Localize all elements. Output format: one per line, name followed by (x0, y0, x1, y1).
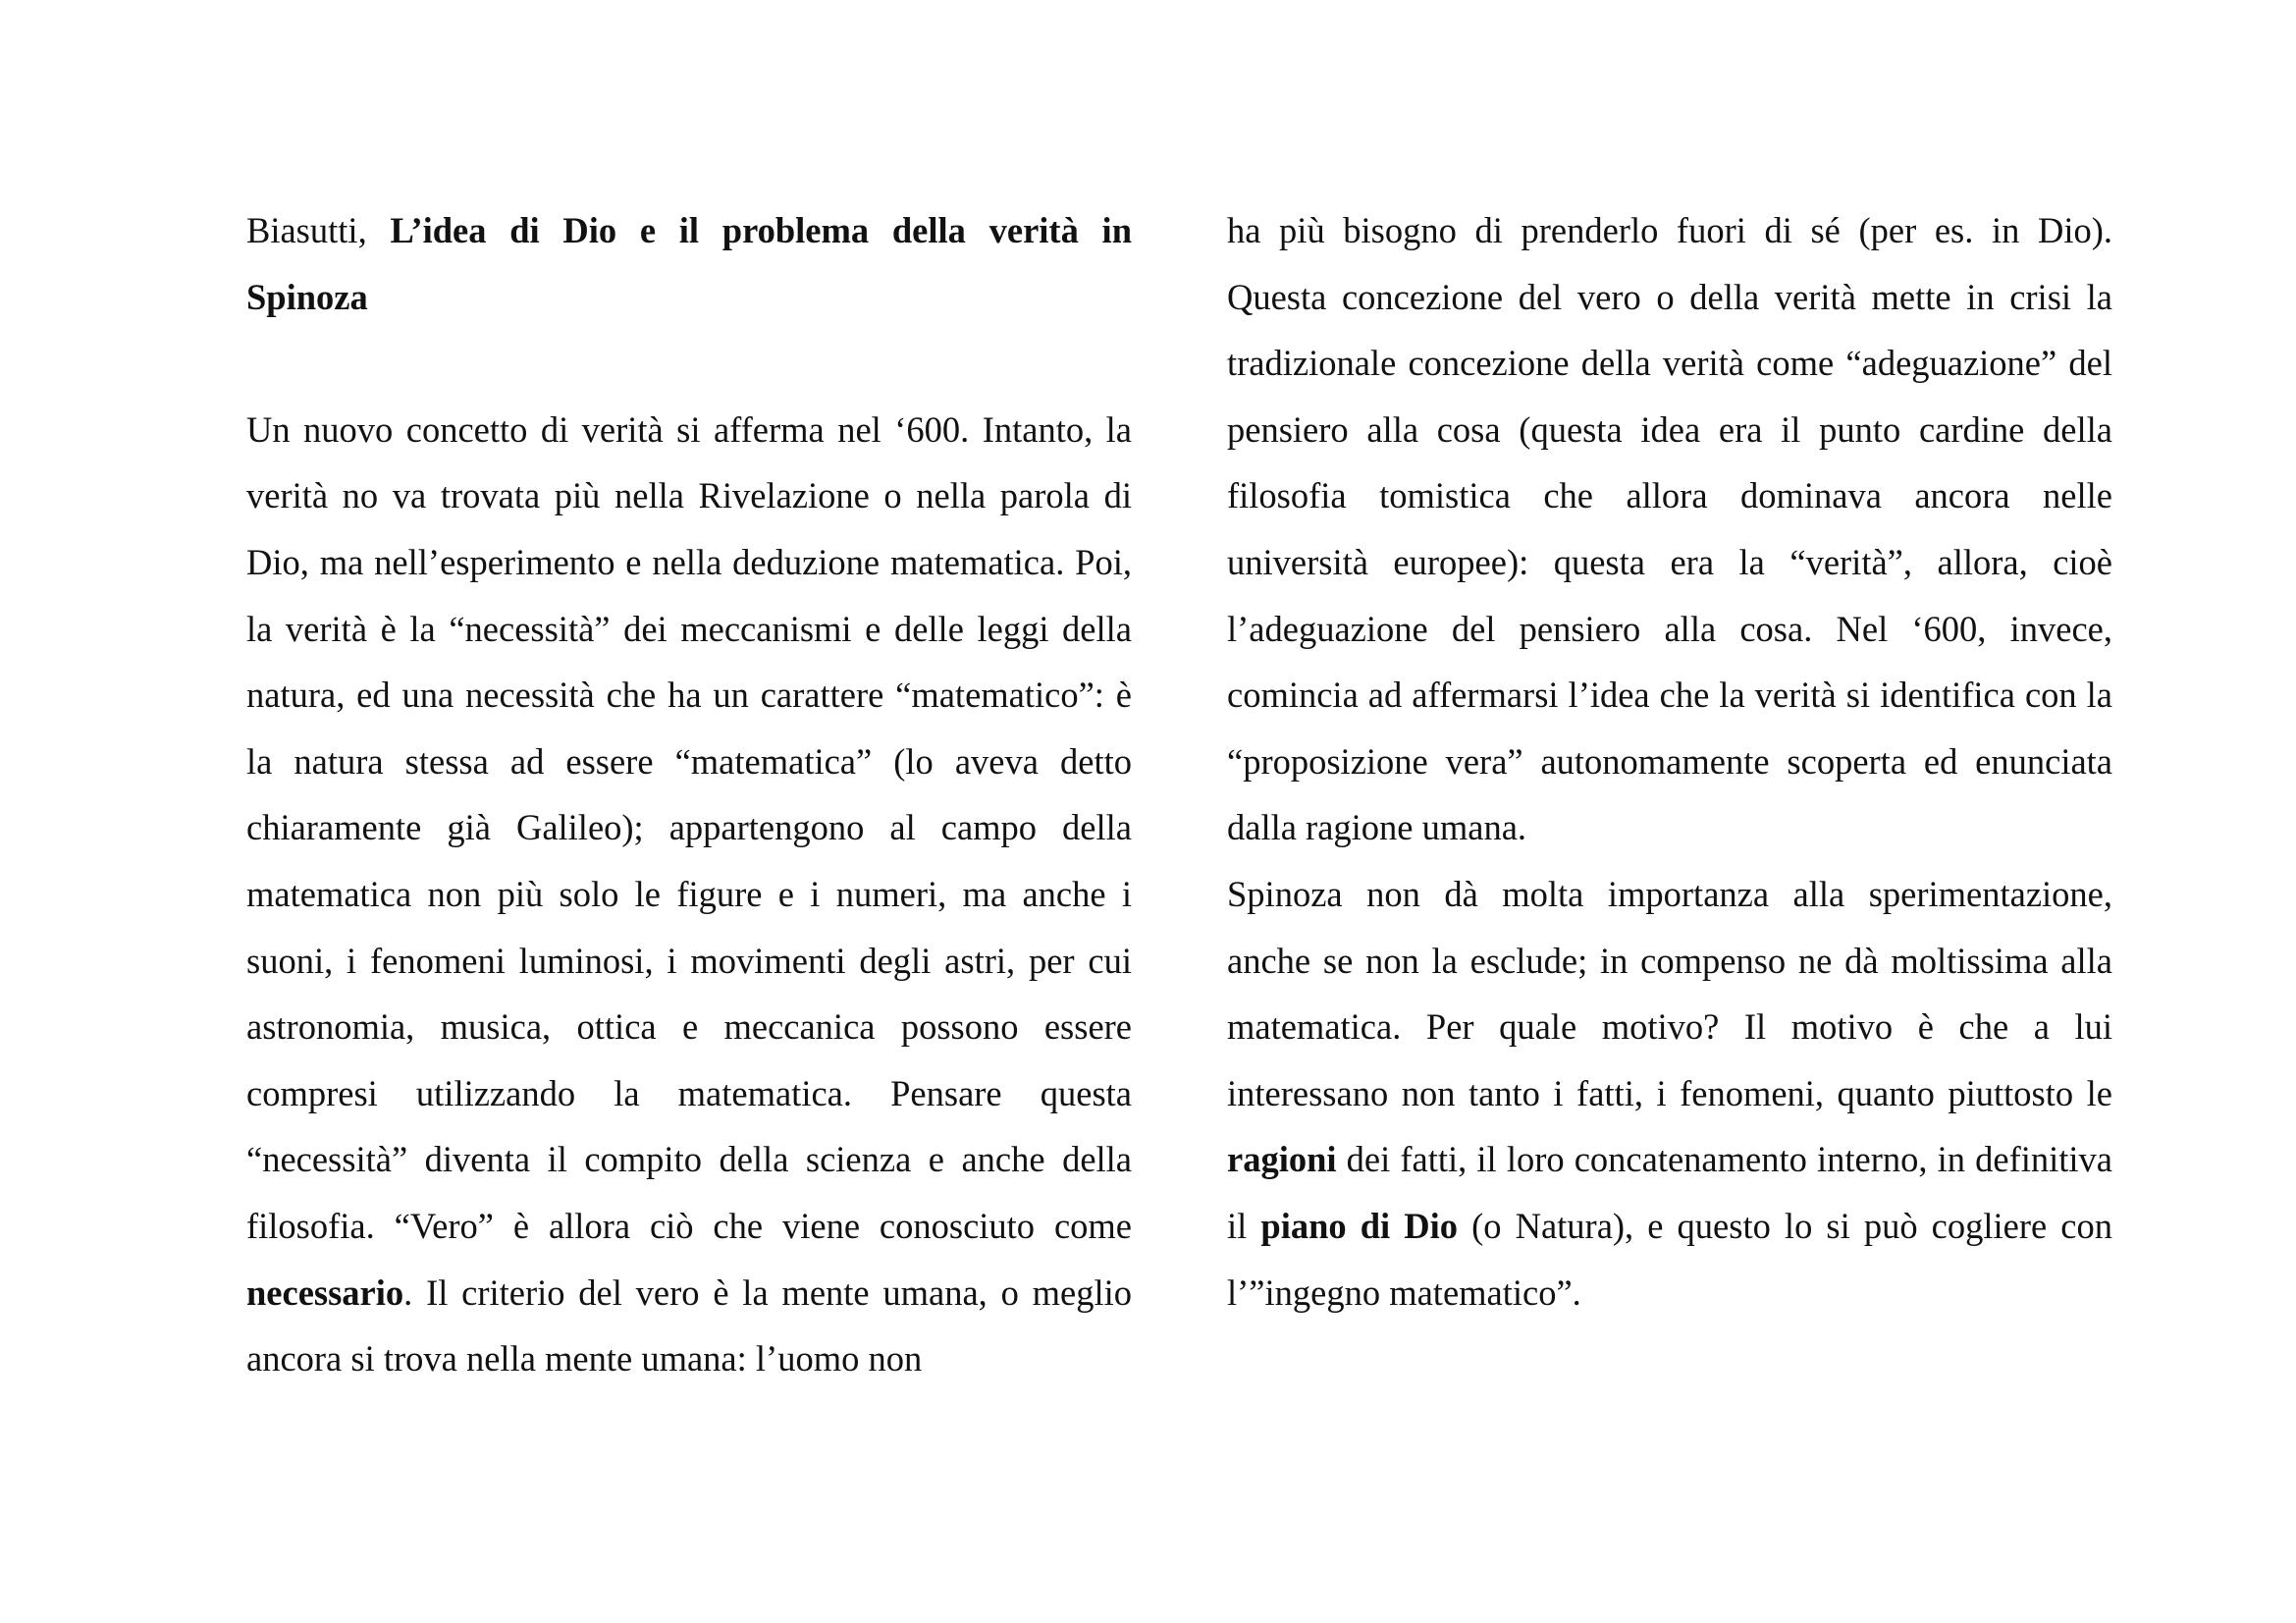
right-paragraph-2 (1227, 861, 2112, 1325)
right-paragraph-1 (1227, 197, 2112, 861)
left-paragraph-text-1: Un nuovo concetto di verità si afferma nel ‘600. Intanto, la verità no va trovata più nella Rivelazione o nella parola di Dio, ma nell’esperimento e nella deduzione matematica. Poi, la verità è la “necessità” dei meccanismi e delle leggi della natura, ed una necessità che ha un carattere “matematico”: è la natura stessa ad essere “matematica” (lo aveva detto chiaramente già Galileo); appartengono al campo della matematica non più solo le figure e i numeri, ma anche i suoni, i fenomeni luminosi, i movimenti degli astri, per cui astronomia, musica, ottica e meccanica possono essere compresi utilizzando la matematica. Pensare questa “necessità” diventa il compito della scienza e anche della filosofia. “Vero” è allora ciò che viene conosciuto come (246, 408, 1132, 1246)
document-heading (246, 197, 1132, 330)
right-paragraph-2-text-1: Spinoza non dà molta importanza alla sperimentazione, anche se non la esclude; in compenso ne dà moltissima alla matematica. Per quale motivo? Il motivo è che a lui interessano non tanto i fatti, i fenomeni, quanto piuttosto le (1227, 873, 2112, 1113)
left-paragraph-bold-necessario: necessario (246, 1271, 404, 1313)
right-column (1227, 197, 2112, 1325)
right-paragraph-2-text-2: dei fatti, il loro concatenamento interno, in definitiva il (1227, 1139, 2113, 1246)
right-paragraph-2-bold-piano-di-dio: piano di Dio (1260, 1205, 1458, 1246)
left-column (246, 197, 1132, 1392)
left-paragraph (246, 397, 1132, 1392)
heading-title: L’idea di Dio e il problema della verità in Spinoza (246, 210, 1132, 317)
right-paragraph-2-text-3: (o Natura), e questo lo si può cogliere con l’”ingegno matematico”. (1227, 1205, 2113, 1313)
right-paragraph-2-bold-ragioni: ragioni (1227, 1139, 1337, 1180)
right-paragraph-1-text: ha più bisogno di prenderlo fuori di sé (per es. in Dio). Questa concezione del vero o della verità mette in crisi la tradizionale concezione della verità come “adeguazione” del pensiero alla cosa (questa idea era il punto cardine della filosofia tomistica che allora dominava ancora nelle università europee): questa era la “verità”, allora, cioè l’adeguazione del pensiero alla cosa. Nel ‘600, invece, comincia ad affermarsi l’idea che la verità si identifica con la “proposizione vera” autonomamente scoperta ed enunciata dalla ragione umana. (1227, 210, 2112, 848)
heading-author: Biasutti, (246, 210, 367, 250)
left-paragraph-text-2: . Il criterio del vero è la mente umana, o meglio ancora si trova nella mente umana: l’uomo non (246, 1271, 1132, 1380)
